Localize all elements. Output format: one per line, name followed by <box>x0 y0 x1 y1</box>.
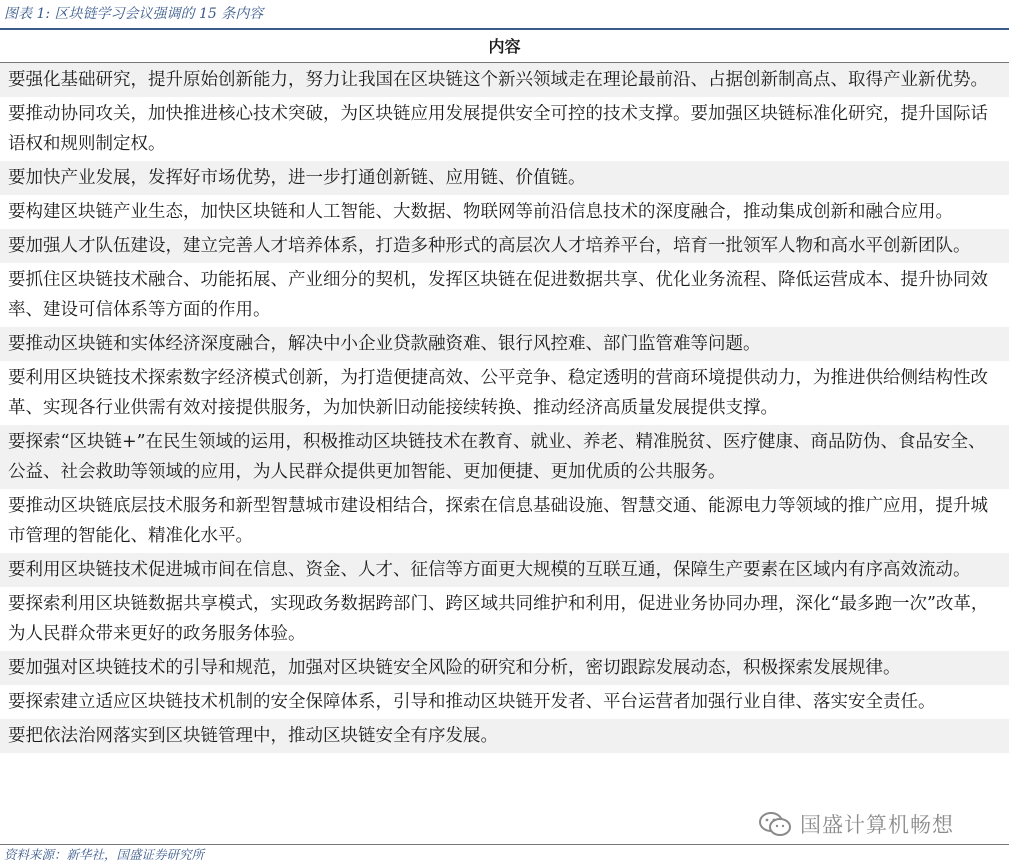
source-note: 资料来源：新华社，国盛证券研究所 <box>4 847 205 862</box>
table-body <box>0 63 1009 753</box>
table-row: 要强化基础研究，提升原始创新能力，努力让我国在区块链这个新兴领域走在理论最前沿、占据创新制高点、取得产业新优势。 <box>0 63 1009 97</box>
table-row: 要探索建立适应区块链技术机制的安全保障体系，引导和推动区块链开发者、平台运营者加强行业自律、落实安全责任。 <box>8 692 936 712</box>
top-rule <box>0 28 1009 30</box>
table-row: 要探索“区块链+”在民生领域的运用，积极推动区块链技术在教育、就业、养老、精准脱贫、医疗健康、商品防伪、食品安全、公益、社会救助等领域的应用，为人民群众提供更加智能、更加便捷、更加优质的公共服务。 <box>0 425 1009 489</box>
table-row: 要加强对区块链技术的引导和规范，加强对区块链安全风险的研究和分析，密切跟踪发展动态，积极探索发展规律。 <box>0 651 1009 685</box>
table-row: 要把依法治网落实到区块链管理中，推动区块链安全有序发展。 <box>0 719 1009 753</box>
table-row: 要利用区块链技术促进城市间在信息、资金、人才、征信等方面更大规模的互联互通，保障生产要素在区域内有序高效流动。 <box>0 553 1009 587</box>
table-row: 要探索利用区块链数据共享模式，实现政务数据跨部门、跨区域共同维护和利用，促进业务协同办理，深化“最多跑一次”改革，为人民群众带来更好的政务服务体验。 <box>8 594 989 644</box>
table-header: 内容 <box>0 32 1009 63</box>
table-row: 要抓住区块链技术融合、功能拓展、产业细分的契机，发挥区块链在促进数据共享、优化业务流程、降低运营成本、提升协同效率、建设可信体系等方面的作用。 <box>8 270 988 320</box>
table-row: 要加快产业发展，发挥好市场优势，进一步打通创新链、应用链、价值链。 <box>0 161 1009 195</box>
table-row: 要加强人才队伍建设，建立完善人才培养体系，打造多种形式的高层次人才培养平台，培育一批领军人物和高水平创新团队。 <box>0 229 1009 263</box>
wechat-icon <box>758 811 792 837</box>
table-row: 要推动协同攻关，加快推进核心技术突破，为区块链应用发展提供安全可控的技术支撑。要加强区块链标准化研究，提升国际话语权和规则制定权。 <box>8 104 988 154</box>
table-row: 要推动区块链和实体经济深度融合，解决中小企业贷款融资难、银行风控难、部门监管难等问题。 <box>0 327 1009 361</box>
watermark-text: 国盛计算机畅想 <box>800 813 954 837</box>
watermark <box>758 808 954 840</box>
figure-caption: 图表 1: 区块链学习会议强调的 15 条内容 <box>4 6 264 22</box>
table-row: 要利用区块链技术探索数字经济模式创新，为打造便捷高效、公平竞争、稳定透明的营商环境提供动力，为推进供给侧结构性改革、实现各行业供需有效对接提供服务，为加快新旧动能接续转换、推动经济高质量发展提供支撑。 <box>8 368 988 418</box>
table-row: 要构建区块链产业生态，加快区块链和人工智能、大数据、物联网等前沿信息技术的深度融合，推动集成创新和融合应用。 <box>8 202 953 222</box>
table-row: 要推动区块链底层技术服务和新型智慧城市建设相结合，探索在信息基础设施、智慧交通、能源电力等领域的推广应用，提升城市管理的智能化、精准化水平。 <box>8 496 988 546</box>
